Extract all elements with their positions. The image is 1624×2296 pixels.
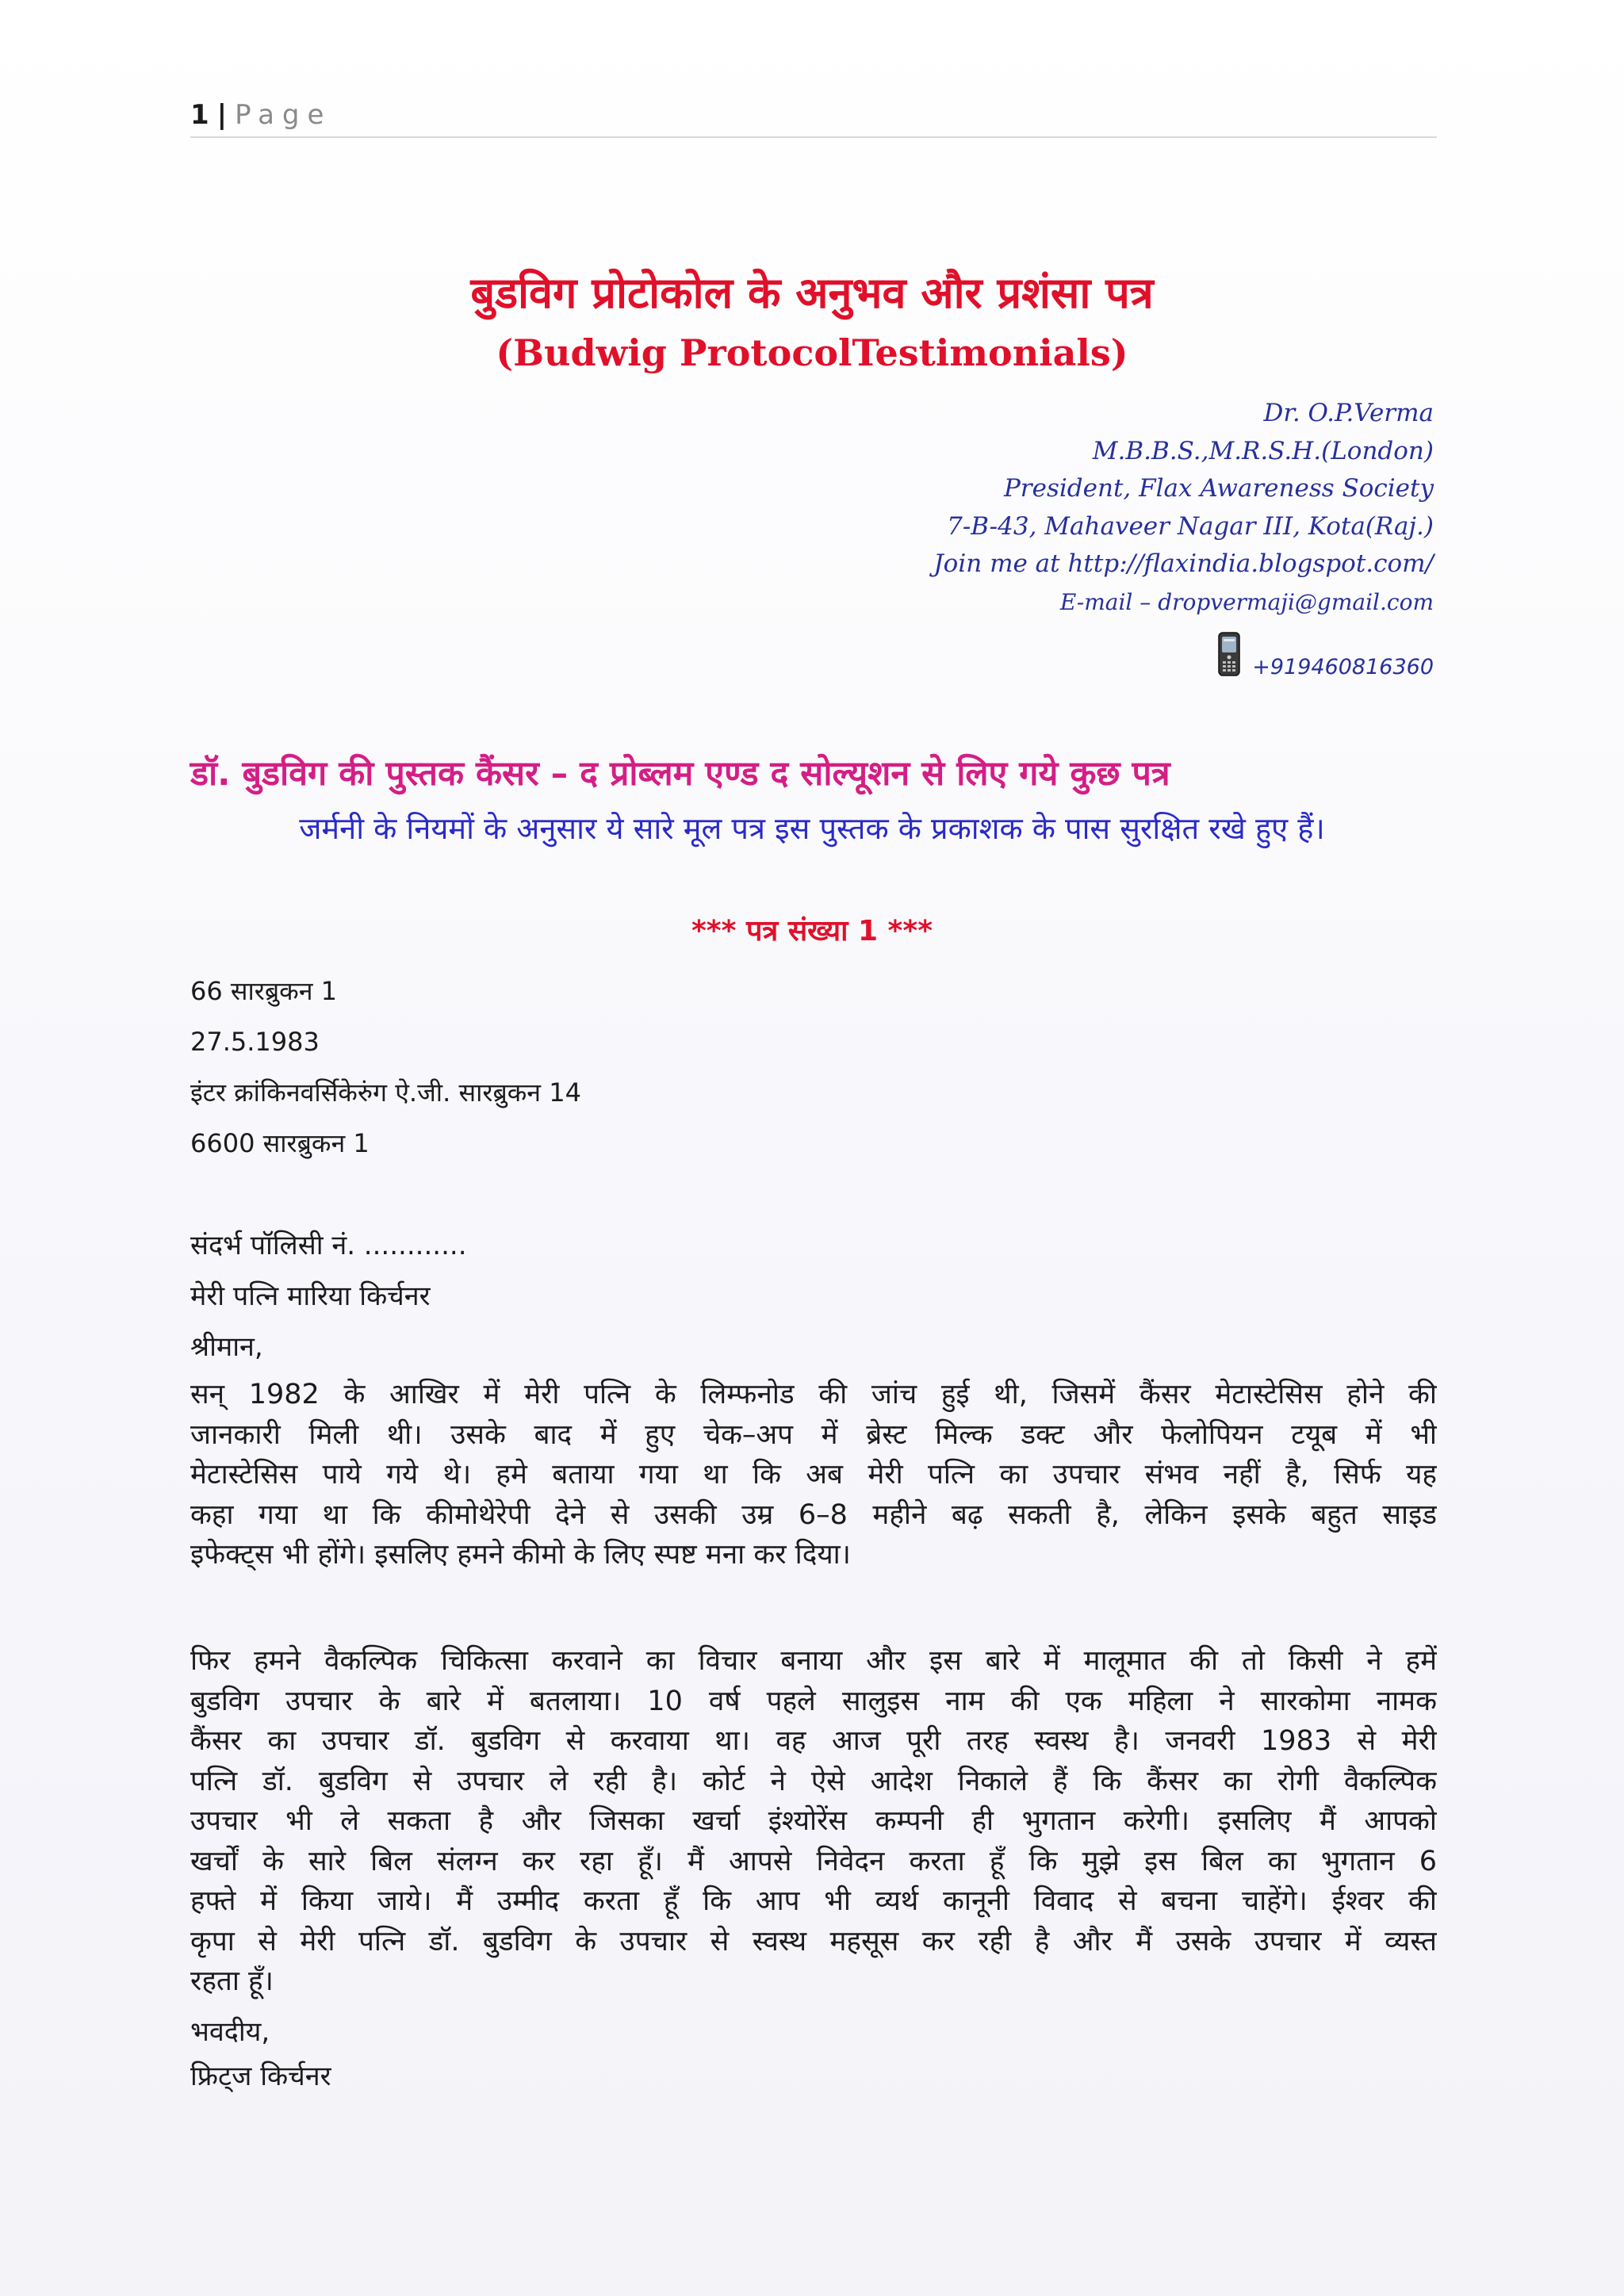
letter-number: *** पत्र संख्या 1 *** xyxy=(691,915,933,947)
paragraph-line: कहा गया था कि कीमोथेरेपी देने से उसकी उम्र 6–8 महीने बढ़ सकती है, लेकिन इसके बहुत साइड xyxy=(190,1498,1437,1531)
author-position: President, Flax Awareness Society xyxy=(1003,474,1434,503)
salutation: श्रीमान, xyxy=(190,1331,263,1363)
section-heading: डॉ. बुडविग की पुस्तक कैंसर – द प्रोब्लम एण्ड द सोल्यूशन से लिए गये कुछ पत्र xyxy=(190,754,1170,794)
paragraph-line: फिर हमने वैकल्पिक चिकित्सा करवाने का विचार बनाया और इस बारे में मालूमात की तो किसी ने हमें xyxy=(190,1645,1437,1677)
valediction: भवदीय, xyxy=(190,2016,270,2048)
paragraph-line: कृपा से मेरी पत्नि डॉ. बुडविग के उपचार से स्वस्थ महसूस कर रही है और मैं उसके उपचार में व्यस्त xyxy=(190,1925,1437,1957)
letter-address xyxy=(190,971,983,1174)
section-subheading: जर्मनी के नियमों के अनुसार ये सारे मूल पत्र इस पुस्तक के प्रकाशक के पास सुरक्षित रखे हुए हैं। xyxy=(299,811,1325,846)
author-phone[interactable]: +919460816360 xyxy=(1252,655,1434,679)
author-name: Dr. O.P.Verma xyxy=(1263,399,1434,427)
paragraph-line: जानकारी मिली थी। उसके बाद में हुए चेक–अप में ब्रेस्ट मिल्क डक्ट और फेलोपियन टयूब में भी xyxy=(190,1418,1437,1451)
paragraph-line: सन् 1982 के आखिर में मेरी पत्नि के लिम्फनोड की जांच हुई थी, जिसमें कैंसर मेटास्टेसिस होने की xyxy=(190,1379,1437,1410)
paragraph-1 xyxy=(190,1375,1437,1575)
paragraph-line: इफेक्ट्स भी होंगे। इसलिए हमने कीमो के लिए स्पष्ट मना कर दिया। xyxy=(190,1539,851,1571)
paragraph-line: बुडविग उपचार के बारे में बतलाया। 10 वर्ष पहले सालुइस नाम की एक महिला ने सारकोमा नामक xyxy=(190,1685,1437,1717)
signature-name: फ्रिट्ज किर्चनर xyxy=(190,2061,331,2092)
letter-date: 27.5.1983 xyxy=(190,1027,320,1057)
paragraph-line: खर्चों के सारे बिल संलग्न कर रहा हूँ। मैं आपसे निवेदन करता हूँ कि मुझे इस बिल का भुगतान 6 xyxy=(190,1845,1437,1877)
document-title-english: (Budwig ProtocolTestimonials) xyxy=(496,331,1128,374)
phone-row xyxy=(720,627,1434,679)
mobile-phone-icon xyxy=(1217,632,1241,676)
document-title-hindi: बुडविग प्रोटोकोल के अनुभव और प्रशंसा पत्र xyxy=(470,268,1154,318)
address-line: 66 सारब्रुकन 1 xyxy=(190,976,338,1006)
address-line: 6600 सारब्रुकन 1 xyxy=(190,1128,370,1158)
author-address: 7-B-43, Mahaveer Nagar III, Kota(Raj.) xyxy=(947,511,1434,541)
letter-reference-block xyxy=(190,1226,983,1378)
paragraph-line: उपचार भी ले सकता है और जिसका खर्चा इंश्योरेंस कम्पनी ही भुगतान करेगी। इसलिए मैं आपको xyxy=(190,1805,1437,1837)
author-degrees: M.B.B.S.,M.R.S.H.(London) xyxy=(1092,436,1434,465)
author-blog-link[interactable]: Join me at http://flaxindia.blogspot.com/ xyxy=(933,549,1434,578)
author-block xyxy=(720,395,1434,679)
letter-closing xyxy=(190,2012,331,2101)
paragraph-line: रहता हूँ। xyxy=(190,1965,274,1997)
page-separator: | xyxy=(216,99,228,131)
paragraph-line: कैंसर का उपचार डॉ. बुडविग से करवाया था। वह आज पूरी तरह स्वस्थ है। जनवरी 1983 से मेरी xyxy=(190,1725,1437,1757)
paragraph-line: हफ्ते में किया जाये। मैं उम्मीद करता हूँ कि आप भी व्यर्थ कानूनी विवाद से बचना चाहेंगे। ईश्वर की xyxy=(190,1885,1437,1917)
paragraph-line: पत्नि डॉ. बुडविग से उपचार ले रही है। कोर्ट ने ऐसे आदेश निकाले हैं कि कैंसर का रोगी वैकल्पिक xyxy=(190,1765,1437,1797)
paragraph-2 xyxy=(190,1641,1437,2002)
paragraph-line: मेटास्टेसिस पाये गये थे। हमे बताया गया था कि अब मेरी पत्नि का उपचार संभव नहीं है, सिर्फ यह xyxy=(190,1459,1437,1490)
address-line: इंटर क्रांकिनवर्सिकेरुंग ऐ.जी. सारब्रुकन 14 xyxy=(190,1077,581,1108)
page-number: 1 xyxy=(190,99,209,131)
author-email[interactable]: E-mail – dropvermaji@gmail.com xyxy=(1059,588,1434,615)
page-label: Page xyxy=(235,99,332,131)
letter-subject: मेरी पत्नि मारिया किर्चनर xyxy=(190,1280,431,1312)
page-header xyxy=(190,94,1437,138)
policy-reference: संदर्भ पॉलिसी नं. ............ xyxy=(190,1230,467,1261)
